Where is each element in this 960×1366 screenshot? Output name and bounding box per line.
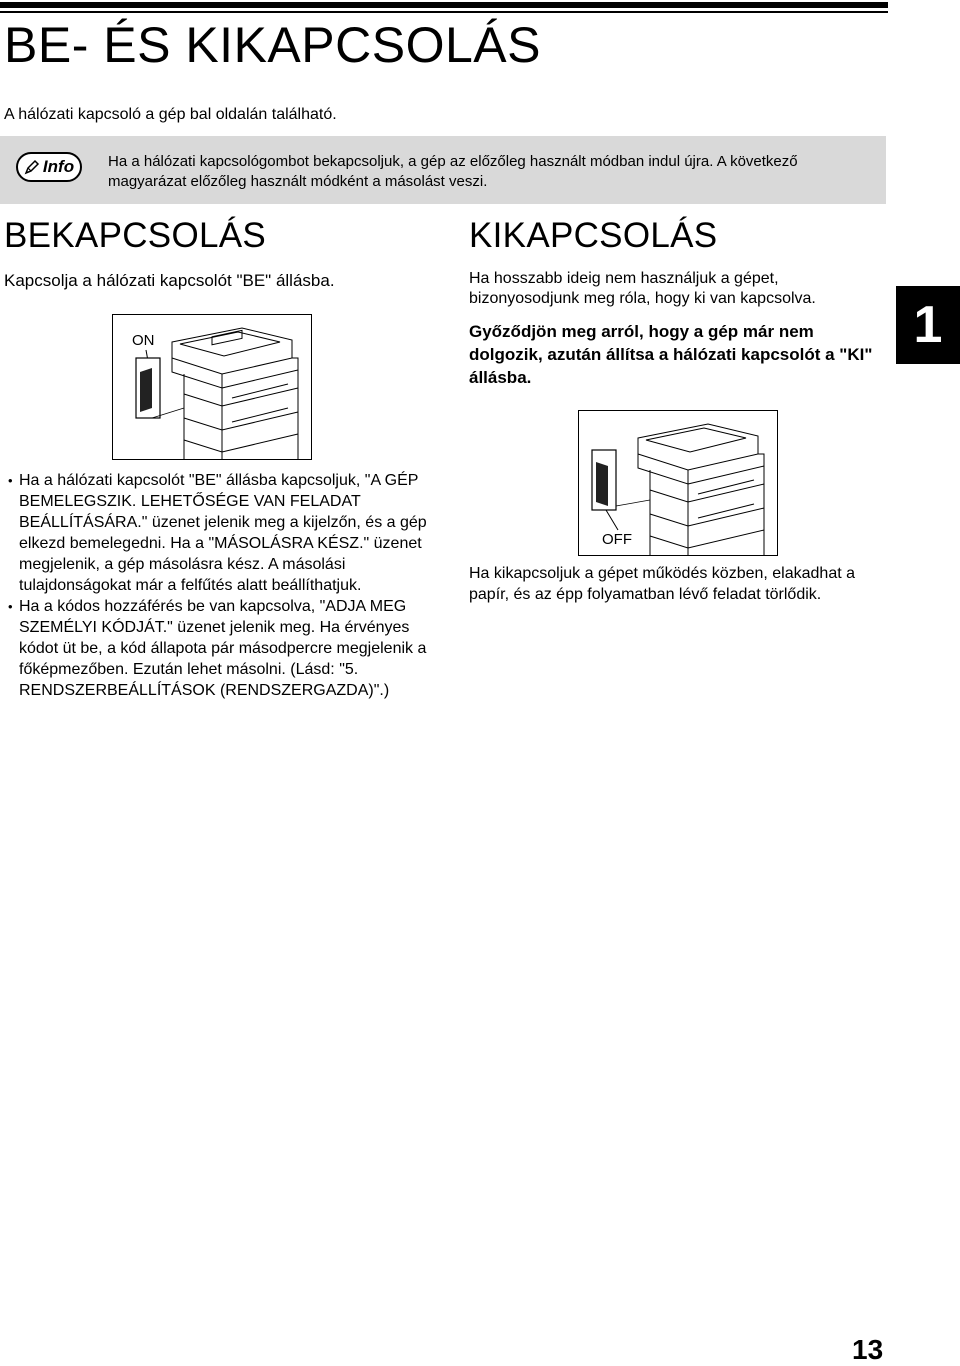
copier-switch-on-illustration — [112, 314, 312, 460]
pencil-icon — [24, 159, 40, 175]
paragraph-off-intro: Ha hosszabb ideig nem használjuk a gépet, bizonyosodjunk meg róla, hogy ki van kapcsolva. — [469, 270, 816, 307]
page-number: 13 — [852, 1334, 884, 1365]
header-rule-thin — [0, 11, 888, 13]
info-badge-label: Info — [42, 157, 75, 176]
info-box — [0, 136, 886, 204]
power-on-notes — [8, 470, 428, 701]
switch-off-label: OFF — [602, 531, 632, 548]
info-badge — [16, 152, 82, 182]
list-item: • Ha a kódos hozzáférés be van kapcsolva, "ADJA MEG SZEMÉLYI KÓDJÁT." üzenet jelenik meg. Ha érvényes kódot üt be, a kód állapota pár másodpercre megjelenik a főképmezőben. Ezután lehet másolni. (Lásd: "5. RENDSZERBEÁLLÍTÁSOK (RENDSZERGAZDA)".) — [8, 596, 428, 701]
intro-text: A hálózati kapcsoló a gép bal oldalán található. — [4, 106, 337, 123]
page-title: BE- ÉS KIKAPCSOLÁS — [4, 17, 541, 73]
paragraph-off-warning: Ha kikapcsoljuk a gépet működés közben, elakadhat a papír, és az épp folyamatban lévő feladat törlődik. — [469, 565, 856, 603]
section-heading-on: BEKAPCSOLÁS — [4, 216, 267, 255]
instruction-off: Győződjön meg arról, hogy a gép már nem dolgozik, azután állítsa a hálózati kapcsolót a "KI" állásba. — [469, 322, 873, 387]
info-text: Ha a hálózati kapcsológombot bekapcsoljuk, a gép az előzőleg használt módban indul újra. A következő magyarázat előzőleg használt módként a másolást veszi. — [108, 153, 798, 190]
chapter-tab: 1 — [896, 286, 960, 364]
list-item: • Ha a hálózati kapcsolót "BE" állásba kapcsoljuk, "A GÉP BEMELEGSZIK. LEHETŐSÉGE VAN FELADAT BEÁLLÍTÁSÁRA." üzenet jelenik meg a kijelzőn, és a gép elkezd bemelegedni. Ha a "MÁSOLÁSRA KÉSZ." üzenet megjelenik, a gép másolásra kész. A másolási tulajdonságokat már a felfűtés alatt beállíthatjuk. — [8, 470, 428, 596]
header-rule-thick — [0, 2, 888, 8]
instruction-on: Kapcsolja a hálózati kapcsolót "BE" állásba. — [4, 271, 335, 290]
switch-on-label: ON — [132, 332, 155, 349]
section-heading-off: KIKAPCSOLÁS — [469, 216, 718, 255]
copier-switch-off-illustration — [578, 410, 778, 556]
